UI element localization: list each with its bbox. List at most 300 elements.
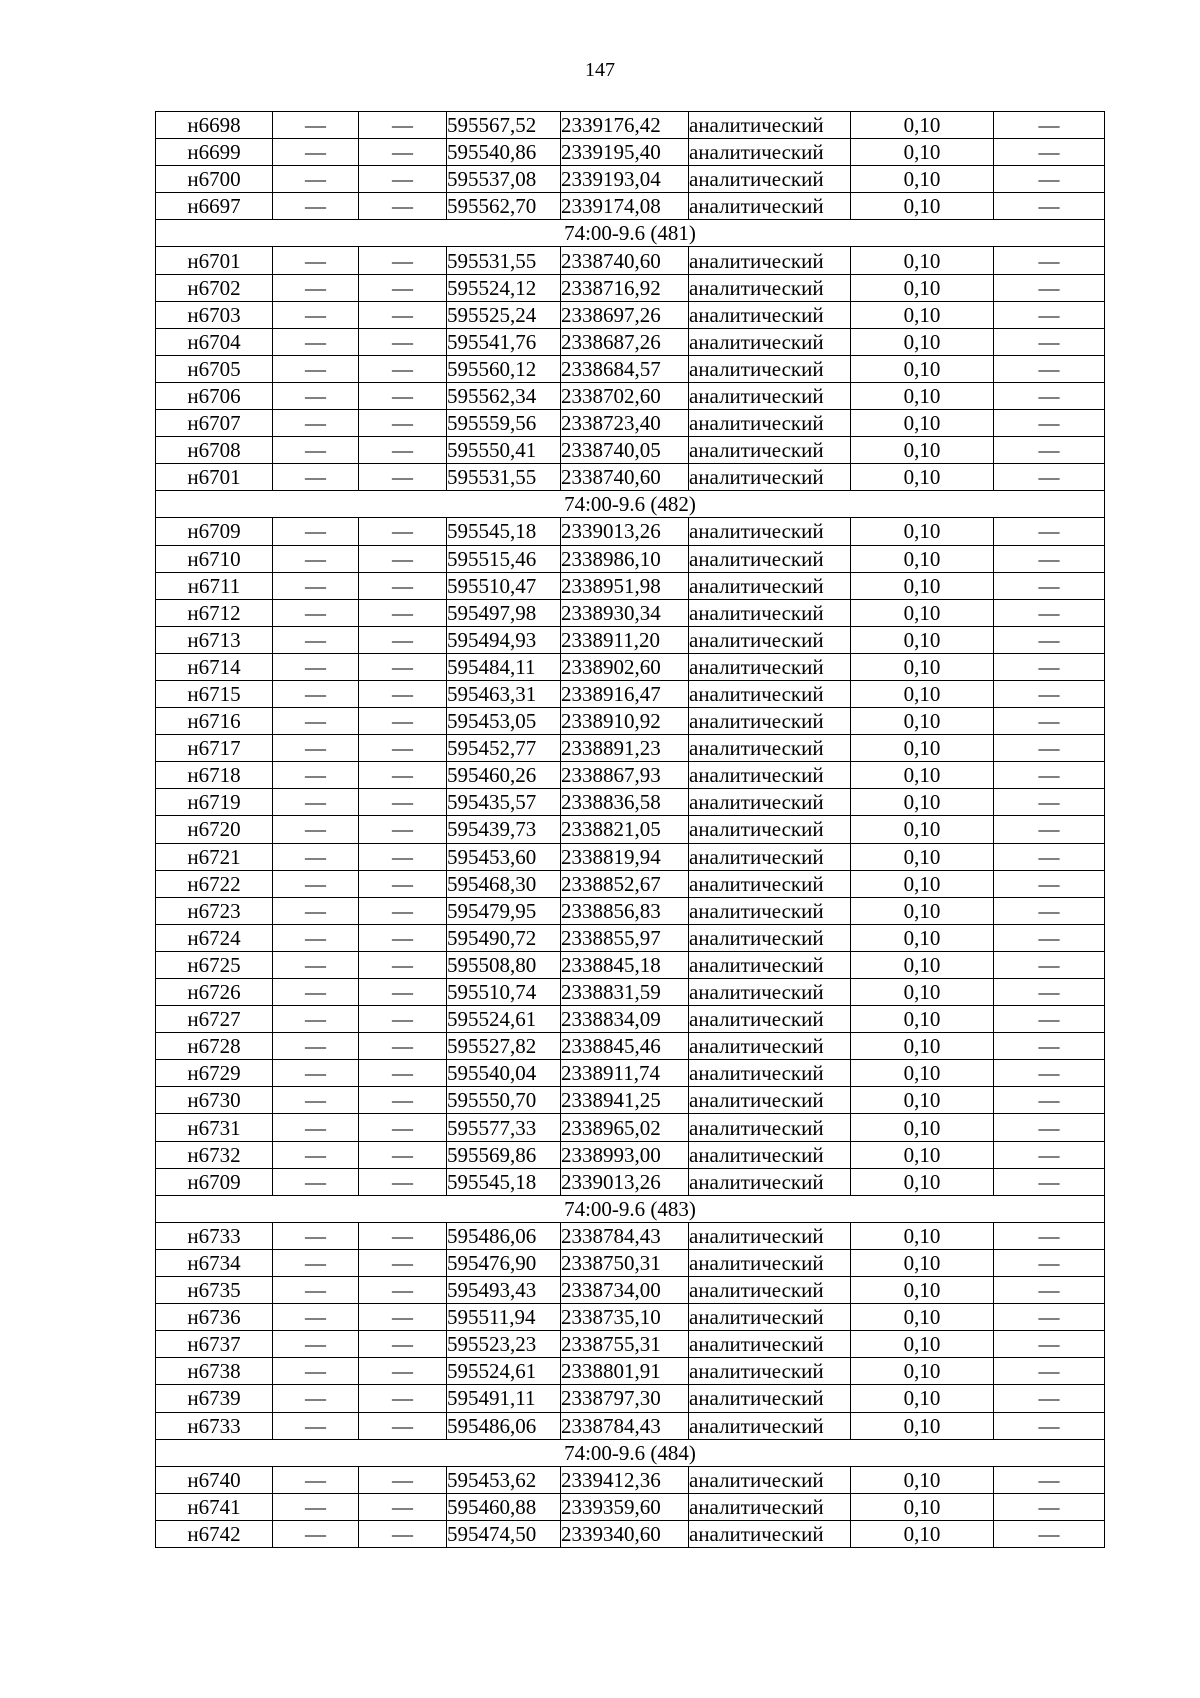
new-x-cell: 595486,06 [447, 1222, 561, 1249]
old-y-cell: — [359, 1304, 447, 1331]
old-x-cell: — [273, 843, 359, 870]
old-x-cell: — [273, 897, 359, 924]
method-cell: аналитический [689, 1412, 851, 1439]
accuracy-cell: 0,10 [851, 464, 994, 491]
old-y-cell: — [359, 1033, 447, 1060]
method-cell: аналитический [689, 1033, 851, 1060]
table-row [156, 951, 1105, 978]
point-name-cell: н6724 [156, 924, 273, 951]
new-x-cell: 595494,93 [447, 626, 561, 653]
old-x-cell: — [273, 437, 359, 464]
old-y-cell: — [359, 355, 447, 382]
accuracy-cell: 0,10 [851, 1385, 994, 1412]
table-row [156, 301, 1105, 328]
accuracy-cell: 0,10 [851, 572, 994, 599]
new-x-cell: 595523,23 [447, 1331, 561, 1358]
table-row [156, 572, 1105, 599]
old-y-cell: — [359, 1114, 447, 1141]
description-cell: — [994, 735, 1105, 762]
table-row [156, 193, 1105, 220]
point-name-cell: н6712 [156, 599, 273, 626]
old-y-cell: — [359, 653, 447, 680]
old-x-cell: — [273, 1412, 359, 1439]
new-x-cell: 595439,73 [447, 816, 561, 843]
new-x-cell: 595493,43 [447, 1277, 561, 1304]
old-y-cell: — [359, 1087, 447, 1114]
description-cell: — [994, 1304, 1105, 1331]
description-cell: — [994, 1033, 1105, 1060]
old-x-cell: — [273, 410, 359, 437]
old-x-cell: — [273, 464, 359, 491]
method-cell: аналитический [689, 1277, 851, 1304]
table-row [156, 112, 1105, 139]
point-name-cell: н6717 [156, 735, 273, 762]
method-cell: аналитический [689, 1168, 851, 1195]
table-row [156, 545, 1105, 572]
new-x-cell: 595460,26 [447, 762, 561, 789]
method-cell: аналитический [689, 139, 851, 166]
method-cell: аналитический [689, 1358, 851, 1385]
table-row [156, 355, 1105, 382]
new-y-cell: 2338941,25 [561, 1087, 689, 1114]
accuracy-cell: 0,10 [851, 1304, 994, 1331]
description-cell: — [994, 1493, 1105, 1520]
point-name-cell: н6729 [156, 1060, 273, 1087]
old-y-cell: — [359, 1466, 447, 1493]
method-cell: аналитический [689, 355, 851, 382]
description-cell: — [994, 464, 1105, 491]
description-cell: — [994, 870, 1105, 897]
new-x-cell: 595468,30 [447, 870, 561, 897]
section-header-row [156, 1439, 1105, 1466]
accuracy-cell: 0,10 [851, 735, 994, 762]
new-x-cell: 595511,94 [447, 1304, 561, 1331]
table-row [156, 924, 1105, 951]
new-y-cell: 2339340,60 [561, 1520, 689, 1547]
old-y-cell: — [359, 924, 447, 951]
old-y-cell: — [359, 1277, 447, 1304]
method-cell: аналитический [689, 1331, 851, 1358]
new-x-cell: 595476,90 [447, 1249, 561, 1276]
old-y-cell: — [359, 1141, 447, 1168]
point-name-cell: н6709 [156, 518, 273, 545]
point-name-cell: н6716 [156, 708, 273, 735]
old-x-cell: — [273, 1087, 359, 1114]
old-y-cell: — [359, 437, 447, 464]
old-x-cell: — [273, 1466, 359, 1493]
new-x-cell: 595550,41 [447, 437, 561, 464]
new-x-cell: 595510,47 [447, 572, 561, 599]
accuracy-cell: 0,10 [851, 139, 994, 166]
method-cell: аналитический [689, 1222, 851, 1249]
new-x-cell: 595545,18 [447, 1168, 561, 1195]
point-name-cell: н6703 [156, 301, 273, 328]
new-x-cell: 595567,52 [447, 112, 561, 139]
description-cell: — [994, 193, 1105, 220]
old-x-cell: — [273, 1249, 359, 1276]
new-x-cell: 595531,55 [447, 464, 561, 491]
description-cell: — [994, 626, 1105, 653]
new-x-cell: 595515,46 [447, 545, 561, 572]
description-cell: — [994, 301, 1105, 328]
point-name-cell: н6723 [156, 897, 273, 924]
accuracy-cell: 0,10 [851, 328, 994, 355]
method-cell: аналитический [689, 545, 851, 572]
accuracy-cell: 0,10 [851, 382, 994, 409]
old-y-cell: — [359, 274, 447, 301]
table-row [156, 1114, 1105, 1141]
old-y-cell: — [359, 166, 447, 193]
table-row [156, 1358, 1105, 1385]
point-name-cell: н6701 [156, 247, 273, 274]
table-row [156, 274, 1105, 301]
old-y-cell: — [359, 1331, 447, 1358]
old-y-cell: — [359, 112, 447, 139]
new-x-cell: 595486,06 [447, 1412, 561, 1439]
old-x-cell: — [273, 1033, 359, 1060]
old-y-cell: — [359, 1520, 447, 1547]
new-y-cell: 2338891,23 [561, 735, 689, 762]
new-y-cell: 2338687,26 [561, 328, 689, 355]
old-x-cell: — [273, 626, 359, 653]
new-y-cell: 2339412,36 [561, 1466, 689, 1493]
table-row [156, 599, 1105, 626]
point-name-cell: н6698 [156, 112, 273, 139]
description-cell: — [994, 653, 1105, 680]
accuracy-cell: 0,10 [851, 924, 994, 951]
point-name-cell: н6733 [156, 1412, 273, 1439]
method-cell: аналитический [689, 1520, 851, 1547]
old-y-cell: — [359, 1358, 447, 1385]
old-x-cell: — [273, 572, 359, 599]
method-cell: аналитический [689, 626, 851, 653]
new-x-cell: 595497,98 [447, 599, 561, 626]
new-x-cell: 595527,82 [447, 1033, 561, 1060]
new-y-cell: 2338740,05 [561, 437, 689, 464]
description-cell: — [994, 680, 1105, 707]
method-cell: аналитический [689, 870, 851, 897]
table-row [156, 870, 1105, 897]
table-row [156, 762, 1105, 789]
point-name-cell: н6741 [156, 1493, 273, 1520]
new-x-cell: 595525,24 [447, 301, 561, 328]
point-name-cell: н6735 [156, 1277, 273, 1304]
accuracy-cell: 0,10 [851, 708, 994, 735]
point-name-cell: н6699 [156, 139, 273, 166]
old-y-cell: — [359, 1412, 447, 1439]
table-row [156, 843, 1105, 870]
method-cell: аналитический [689, 789, 851, 816]
new-y-cell: 2338910,92 [561, 708, 689, 735]
accuracy-cell: 0,10 [851, 410, 994, 437]
table-row [156, 1060, 1105, 1087]
new-y-cell: 2339193,04 [561, 166, 689, 193]
section-title: 74:00-9.6 (481) [156, 220, 1105, 247]
old-y-cell: — [359, 789, 447, 816]
old-x-cell: — [273, 1277, 359, 1304]
method-cell: аналитический [689, 1493, 851, 1520]
old-x-cell: — [273, 1493, 359, 1520]
new-y-cell: 2338836,58 [561, 789, 689, 816]
old-x-cell: — [273, 301, 359, 328]
new-y-cell: 2338697,26 [561, 301, 689, 328]
description-cell: — [994, 843, 1105, 870]
description-cell: — [994, 545, 1105, 572]
new-x-cell: 595550,70 [447, 1087, 561, 1114]
accuracy-cell: 0,10 [851, 1412, 994, 1439]
table-row [156, 437, 1105, 464]
description-cell: — [994, 816, 1105, 843]
method-cell: аналитический [689, 843, 851, 870]
description-cell: — [994, 1168, 1105, 1195]
method-cell: аналитический [689, 193, 851, 220]
old-y-cell: — [359, 951, 447, 978]
new-x-cell: 595435,57 [447, 789, 561, 816]
old-x-cell: — [273, 1520, 359, 1547]
table-row [156, 247, 1105, 274]
old-y-cell: — [359, 1060, 447, 1087]
point-name-cell: н6728 [156, 1033, 273, 1060]
point-name-cell: н6715 [156, 680, 273, 707]
accuracy-cell: 0,10 [851, 1249, 994, 1276]
accuracy-cell: 0,10 [851, 1520, 994, 1547]
table-row [156, 518, 1105, 545]
new-y-cell: 2338750,31 [561, 1249, 689, 1276]
new-x-cell: 595559,56 [447, 410, 561, 437]
method-cell: аналитический [689, 653, 851, 680]
old-y-cell: — [359, 626, 447, 653]
old-y-cell: — [359, 301, 447, 328]
new-x-cell: 595452,77 [447, 735, 561, 762]
section-title: 74:00-9.6 (482) [156, 491, 1105, 518]
new-x-cell: 595541,76 [447, 328, 561, 355]
table-row [156, 1249, 1105, 1276]
new-x-cell: 595474,50 [447, 1520, 561, 1547]
description-cell: — [994, 599, 1105, 626]
old-y-cell: — [359, 410, 447, 437]
accuracy-cell: 0,10 [851, 1358, 994, 1385]
old-x-cell: — [273, 979, 359, 1006]
table-row [156, 626, 1105, 653]
description-cell: — [994, 112, 1105, 139]
method-cell: аналитический [689, 1006, 851, 1033]
description-cell: — [994, 951, 1105, 978]
table-row [156, 464, 1105, 491]
old-x-cell: — [273, 1358, 359, 1385]
old-x-cell: — [273, 1222, 359, 1249]
table-row [156, 816, 1105, 843]
new-y-cell: 2338784,43 [561, 1222, 689, 1249]
old-x-cell: — [273, 545, 359, 572]
method-cell: аналитический [689, 1304, 851, 1331]
new-x-cell: 595540,86 [447, 139, 561, 166]
section-title: 74:00-9.6 (484) [156, 1439, 1105, 1466]
method-cell: аналитический [689, 112, 851, 139]
new-y-cell: 2338723,40 [561, 410, 689, 437]
new-y-cell: 2338702,60 [561, 382, 689, 409]
point-name-cell: н6707 [156, 410, 273, 437]
method-cell: аналитический [689, 274, 851, 301]
accuracy-cell: 0,10 [851, 816, 994, 843]
method-cell: аналитический [689, 166, 851, 193]
new-x-cell: 595484,11 [447, 653, 561, 680]
table-row [156, 735, 1105, 762]
old-y-cell: — [359, 328, 447, 355]
point-name-cell: н6730 [156, 1087, 273, 1114]
new-x-cell: 595524,12 [447, 274, 561, 301]
new-y-cell: 2338821,05 [561, 816, 689, 843]
old-y-cell: — [359, 680, 447, 707]
new-x-cell: 595545,18 [447, 518, 561, 545]
old-y-cell: — [359, 1249, 447, 1276]
new-y-cell: 2338852,67 [561, 870, 689, 897]
point-name-cell: н6742 [156, 1520, 273, 1547]
accuracy-cell: 0,10 [851, 518, 994, 545]
method-cell: аналитический [689, 382, 851, 409]
point-name-cell: н6705 [156, 355, 273, 382]
new-y-cell: 2339195,40 [561, 139, 689, 166]
new-y-cell: 2338911,74 [561, 1060, 689, 1087]
old-x-cell: — [273, 328, 359, 355]
old-y-cell: — [359, 979, 447, 1006]
new-x-cell: 595560,12 [447, 355, 561, 382]
description-cell: — [994, 1331, 1105, 1358]
table-row [156, 1141, 1105, 1168]
table-row [156, 1466, 1105, 1493]
method-cell: аналитический [689, 897, 851, 924]
table-row [156, 1331, 1105, 1358]
old-y-cell: — [359, 247, 447, 274]
method-cell: аналитический [689, 680, 851, 707]
description-cell: — [994, 437, 1105, 464]
description-cell: — [994, 1385, 1105, 1412]
new-x-cell: 595531,55 [447, 247, 561, 274]
description-cell: — [994, 166, 1105, 193]
old-x-cell: — [273, 680, 359, 707]
table-row [156, 139, 1105, 166]
old-y-cell: — [359, 897, 447, 924]
description-cell: — [994, 1412, 1105, 1439]
method-cell: аналитический [689, 410, 851, 437]
new-y-cell: 2338740,60 [561, 464, 689, 491]
description-cell: — [994, 1277, 1105, 1304]
point-name-cell: н6720 [156, 816, 273, 843]
table-row [156, 1493, 1105, 1520]
description-cell: — [994, 1141, 1105, 1168]
point-name-cell: н6734 [156, 1249, 273, 1276]
point-name-cell: н6732 [156, 1141, 273, 1168]
description-cell: — [994, 789, 1105, 816]
accuracy-cell: 0,10 [851, 951, 994, 978]
old-x-cell: — [273, 112, 359, 139]
accuracy-cell: 0,10 [851, 437, 994, 464]
accuracy-cell: 0,10 [851, 166, 994, 193]
new-y-cell: 2338834,09 [561, 1006, 689, 1033]
old-x-cell: — [273, 139, 359, 166]
description-cell: — [994, 979, 1105, 1006]
old-y-cell: — [359, 193, 447, 220]
accuracy-cell: 0,10 [851, 870, 994, 897]
new-x-cell: 595460,88 [447, 1493, 561, 1520]
description-cell: — [994, 382, 1105, 409]
table-row [156, 1385, 1105, 1412]
new-y-cell: 2339013,26 [561, 1168, 689, 1195]
description-cell: — [994, 274, 1105, 301]
coordinates-table [155, 111, 1105, 1548]
table-row [156, 1412, 1105, 1439]
point-name-cell: н6697 [156, 193, 273, 220]
accuracy-cell: 0,10 [851, 1006, 994, 1033]
accuracy-cell: 0,10 [851, 1168, 994, 1195]
new-y-cell: 2338831,59 [561, 979, 689, 1006]
table-row [156, 708, 1105, 735]
old-x-cell: — [273, 816, 359, 843]
table-row [156, 410, 1105, 437]
new-x-cell: 595491,11 [447, 1385, 561, 1412]
old-x-cell: — [273, 1006, 359, 1033]
old-x-cell: — [273, 653, 359, 680]
new-y-cell: 2338855,97 [561, 924, 689, 951]
old-x-cell: — [273, 1385, 359, 1412]
new-x-cell: 595537,08 [447, 166, 561, 193]
point-name-cell: н6714 [156, 653, 273, 680]
description-cell: — [994, 410, 1105, 437]
point-name-cell: н6731 [156, 1114, 273, 1141]
point-name-cell: н6706 [156, 382, 273, 409]
new-y-cell: 2338734,00 [561, 1277, 689, 1304]
old-y-cell: — [359, 1006, 447, 1033]
method-cell: аналитический [689, 464, 851, 491]
old-x-cell: — [273, 274, 359, 301]
new-y-cell: 2338684,57 [561, 355, 689, 382]
description-cell: — [994, 708, 1105, 735]
old-y-cell: — [359, 735, 447, 762]
old-y-cell: — [359, 139, 447, 166]
old-y-cell: — [359, 762, 447, 789]
accuracy-cell: 0,10 [851, 545, 994, 572]
method-cell: аналитический [689, 979, 851, 1006]
new-y-cell: 2338845,18 [561, 951, 689, 978]
old-x-cell: — [273, 924, 359, 951]
new-y-cell: 2338911,20 [561, 626, 689, 653]
description-cell: — [994, 1222, 1105, 1249]
old-y-cell: — [359, 843, 447, 870]
description-cell: — [994, 1520, 1105, 1547]
new-x-cell: 595453,62 [447, 1466, 561, 1493]
accuracy-cell: 0,10 [851, 1060, 994, 1087]
new-y-cell: 2338930,34 [561, 599, 689, 626]
old-x-cell: — [273, 1304, 359, 1331]
description-cell: — [994, 1466, 1105, 1493]
point-name-cell: н6722 [156, 870, 273, 897]
section-title: 74:00-9.6 (483) [156, 1195, 1105, 1222]
coordinates-table-body [156, 112, 1105, 1548]
old-x-cell: — [273, 166, 359, 193]
new-x-cell: 595562,34 [447, 382, 561, 409]
point-name-cell: н6719 [156, 789, 273, 816]
method-cell: аналитический [689, 708, 851, 735]
new-y-cell: 2338845,46 [561, 1033, 689, 1060]
point-name-cell: н6713 [156, 626, 273, 653]
point-name-cell: н6701 [156, 464, 273, 491]
new-x-cell: 595510,74 [447, 979, 561, 1006]
new-y-cell: 2338916,47 [561, 680, 689, 707]
table-row [156, 789, 1105, 816]
new-y-cell: 2338740,60 [561, 247, 689, 274]
method-cell: аналитический [689, 816, 851, 843]
method-cell: аналитический [689, 1114, 851, 1141]
new-x-cell: 595569,86 [447, 1141, 561, 1168]
